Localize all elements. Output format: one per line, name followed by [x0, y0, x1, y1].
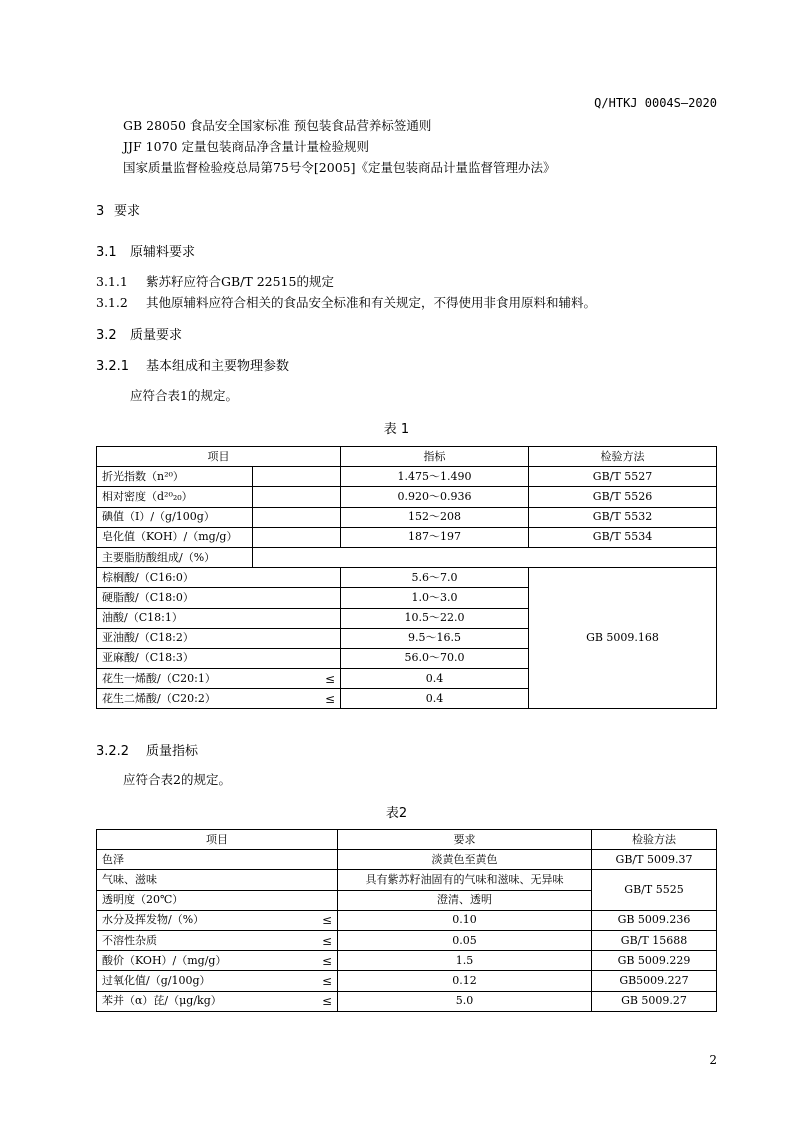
table-cell-item: 水分及挥发物/（%）: [97, 910, 285, 930]
table-cell-value: 187～197: [341, 527, 529, 547]
table-2-header-value: 要求: [338, 830, 592, 850]
section-3-2-2-heading: 3.2.2 质量指标: [96, 744, 199, 759]
section-3-2-1-heading: 3.2.1 基本组成和主要物理参数: [96, 359, 290, 374]
table-cell-le: [253, 608, 341, 628]
table-cell-item: 花生二烯酸/（C20:2）: [97, 689, 253, 709]
table-cell-item: 酸价（KOH）/（mg/g）: [97, 951, 285, 971]
table-cell-item: 透明度（20℃）: [97, 890, 338, 910]
table-cell-value: 10.5～22.0: [341, 608, 529, 628]
table-2: [96, 829, 717, 1012]
table-cell-item: 苯并（α）芘/（μg/kg）: [97, 991, 285, 1011]
table-cell-item: 亚麻酸/（C18:3）: [97, 648, 253, 668]
table-cell-method: GB 5009.229: [592, 951, 717, 971]
table-2-header-method: 检验方法: [592, 830, 717, 850]
table-cell-value: 1.475～1.490: [341, 467, 529, 487]
clause-3-1-2: 3.1.2 其他原辅料应符合相关的食品安全标准和有关规定，不得使用非食用原料和辅料。: [96, 295, 597, 310]
table-cell-item: 碘值（I）/（g/100g）: [97, 507, 253, 527]
table-cell-le: ≤: [285, 930, 338, 950]
table-cell-value: 0.920～0.936: [341, 487, 529, 507]
table-cell-value: 0.05: [338, 930, 592, 950]
table-row: [97, 971, 717, 991]
table-cell-value: 1.5: [338, 951, 592, 971]
table-cell-item: 花生一烯酸/（C20:1）: [97, 669, 253, 689]
table-cell-method: GB/T 5009.37: [592, 850, 717, 870]
table-cell-le: ≤: [253, 669, 341, 689]
table-cell-value: 具有紫苏籽油固有的气味和滋味、无异味: [338, 870, 592, 890]
table-cell-method: GB5009.227: [592, 971, 717, 991]
table-cell-method: GB 5009.27: [592, 991, 717, 1011]
table-row: [97, 930, 717, 950]
table-cell-value: 0.10: [338, 910, 592, 930]
table-row: [97, 850, 717, 870]
table-row: [97, 568, 717, 588]
table-cell-value: 淡黄色至黄色: [338, 850, 592, 870]
section-3-heading: 3 要求: [96, 204, 141, 219]
clause-3-1-1: 3.1.1 紫苏籽应符合GB/T 22515的规定: [96, 274, 334, 289]
table-cell-item: 气味、滋味: [97, 870, 338, 890]
page-number: 2: [709, 1053, 717, 1067]
table-cell-le: ≤: [253, 689, 341, 709]
table-1-header-item: 项目: [97, 447, 341, 467]
table-row: [97, 507, 717, 527]
table-cell-item: 亚油酸/（C18:2）: [97, 628, 253, 648]
fatty-acid-method: GB 5009.168: [529, 568, 717, 709]
document-number: Q/HTKJ 0004S—2020: [594, 96, 717, 110]
table-1-caption: 表 1: [383, 422, 410, 437]
section-3-2-heading: 3.2 质量要求: [96, 328, 183, 343]
table-cell-value: 0.4: [341, 669, 529, 689]
table-cell-item: 过氧化值/（g/100g）: [97, 971, 285, 991]
table-cell-le: [253, 628, 341, 648]
table-cell-value: 56.0～70.0: [341, 648, 529, 668]
table-cell-item: 棕榈酸/（C16:0）: [97, 568, 253, 588]
table-cell-method: GB/T 5534: [529, 527, 717, 547]
table-1: [96, 446, 717, 709]
table-cell-item: 相对密度（d²⁰₂₀）: [97, 487, 253, 507]
table-cell-item: 皂化值（KOH）/（mg/g）: [97, 527, 253, 547]
table-1-header-row: [97, 447, 717, 467]
table-cell-item: 色泽: [97, 850, 338, 870]
table-cell-le: ≤: [285, 971, 338, 991]
table-cell-value: 5.0: [338, 991, 592, 1011]
table-cell-le: [253, 568, 341, 588]
table-row: [97, 487, 717, 507]
table-row: [97, 467, 717, 487]
reference-gb28050: GB 28050 食品安全国家标准 预包装食品营养标签通则: [123, 118, 432, 133]
section-3-1-heading: 3.1 原辅料要求: [96, 245, 196, 260]
reference-jjf1070: JJF 1070 定量包装商品净含量计量检验规则: [123, 139, 369, 154]
table-cell-le: ≤: [285, 951, 338, 971]
table-cell-method: GB/T 15688: [592, 930, 717, 950]
table-cell-value: 澄清、透明: [338, 890, 592, 910]
table-cell-item: 折光指数（n²⁰）: [97, 467, 253, 487]
table-cell-method: GB/T 5527: [529, 467, 717, 487]
section-3-2-1-text: 应符合表1的规定。: [130, 388, 238, 403]
table-cell-method: GB 5009.236: [592, 910, 717, 930]
table-cell-value: 1.0～3.0: [341, 588, 529, 608]
table-1-header-value: 指标: [341, 447, 529, 467]
table-cell-value: 0.4: [341, 689, 529, 709]
table-row: [97, 870, 717, 890]
reference-decree75: 国家质量监督检验疫总局第75号令[2005]《定量包装商品计量监督管理办法》: [123, 160, 556, 175]
table-cell-le: [253, 648, 341, 668]
table-2-header-row: [97, 830, 717, 850]
table-cell-item: 不溶性杂质: [97, 930, 285, 950]
fatty-acid-group-label: 主要脂肪酸组成/（%）: [97, 547, 253, 567]
table-row: [97, 991, 717, 1011]
table-cell-item: 硬脂酸/（C18:0）: [97, 588, 253, 608]
table-1-group-row: [97, 547, 717, 567]
section-3-2-2-text: 应符合表2的规定。: [123, 772, 231, 787]
table-cell-le: [253, 588, 341, 608]
table-cell-value: 0.12: [338, 971, 592, 991]
table-cell-method: GB/T 5526: [529, 487, 717, 507]
table-cell-item: 油酸/（C18:1）: [97, 608, 253, 628]
table-cell-value: 9.5～16.5: [341, 628, 529, 648]
table-cell-le: ≤: [285, 910, 338, 930]
table-2-caption: 表2: [385, 806, 408, 821]
table-1-header-method: 检验方法: [529, 447, 717, 467]
table-cell-method-merged: GB/T 5525: [592, 870, 717, 910]
table-cell-value: 5.6～7.0: [341, 568, 529, 588]
table-row: [97, 951, 717, 971]
table-row: [97, 527, 717, 547]
table-cell-value: 152～208: [341, 507, 529, 527]
table-cell-le: ≤: [285, 991, 338, 1011]
table-cell-method: GB/T 5532: [529, 507, 717, 527]
table-2-header-item: 项目: [97, 830, 338, 850]
table-row: [97, 910, 717, 930]
